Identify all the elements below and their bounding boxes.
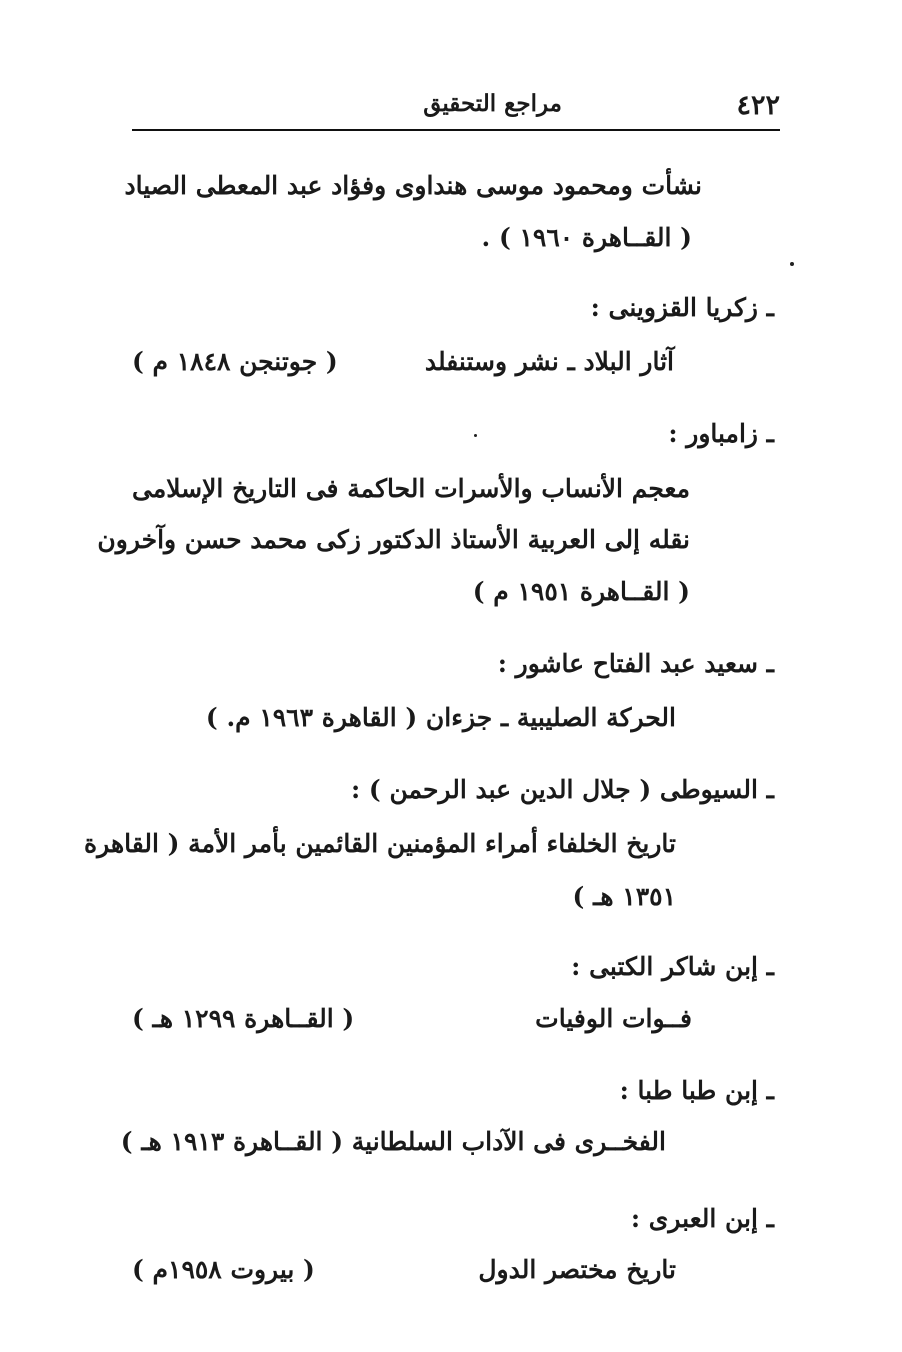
reference-line: نقله إلى العربية الأستاذ الدكتور زكى محمد حسن وآخرون — [97, 525, 690, 554]
running-header-title: مراجع التحقيق — [423, 90, 562, 117]
author-heading: ـ إبن العبرى : — [630, 1204, 774, 1233]
reference-title: فــوات الوفيات — [535, 1004, 692, 1033]
reference-title: الحركة الصليبية ـ جزءان ( القاهرة ١٩٦٣ م. ) — [205, 703, 676, 732]
author-heading: ـ إبن شاكر الكتبى : — [571, 952, 774, 981]
reference-title: تاريخ الخلفاء أمراء المؤمنين القائمين بأمر الأمة ( القاهرة — [84, 829, 676, 858]
author-heading: ـ زكريا القزوينى : — [590, 293, 774, 322]
scan-speck — [474, 434, 477, 437]
reference-line: نشأت ومحمود موسى هنداوى وفؤاد عبد المعطى الصياد — [124, 171, 702, 200]
scan-speck — [790, 262, 794, 266]
author-heading: ـ سعيد عبد الفتاح عاشور : — [497, 649, 774, 678]
reference-title: معجم الأنساب والأسرات الحاكمة فى التاريخ الإسلامى — [132, 474, 690, 503]
author-heading: ـ إبن طبا طبا : — [619, 1076, 774, 1105]
reference-title: تاريخ مختصر الدول — [478, 1255, 676, 1284]
reference-publication: ( جوتنجن ١٨٤٨ م ) — [132, 347, 338, 376]
reference-title: آثار البلاد ـ نشر وستنفلد — [424, 347, 674, 376]
author-heading: ـ السيوطى ( جلال الدين عبد الرحمن ) : — [351, 775, 774, 804]
page-number: ٤٢٢ — [736, 90, 780, 121]
header-rule — [132, 129, 780, 131]
reference-publication: ( القــاهرة ١٩٥١ م ) — [472, 577, 690, 606]
reference-title: الفخــرى فى الآداب السلطانية ( القــاهرة ١٩١٣ هـ ) — [120, 1127, 666, 1156]
reference-line: ( القــاهرة ١٩٦٠ ) . — [481, 223, 692, 252]
reference-publication: ( القــاهرة ١٢٩٩ هـ ) — [132, 1004, 355, 1033]
author-heading: ـ زامباور : — [668, 419, 774, 448]
reference-publication: ١٣٥١ هـ ) — [572, 882, 676, 911]
reference-publication: ( بيروت ١٩٥٨م ) — [132, 1255, 315, 1284]
